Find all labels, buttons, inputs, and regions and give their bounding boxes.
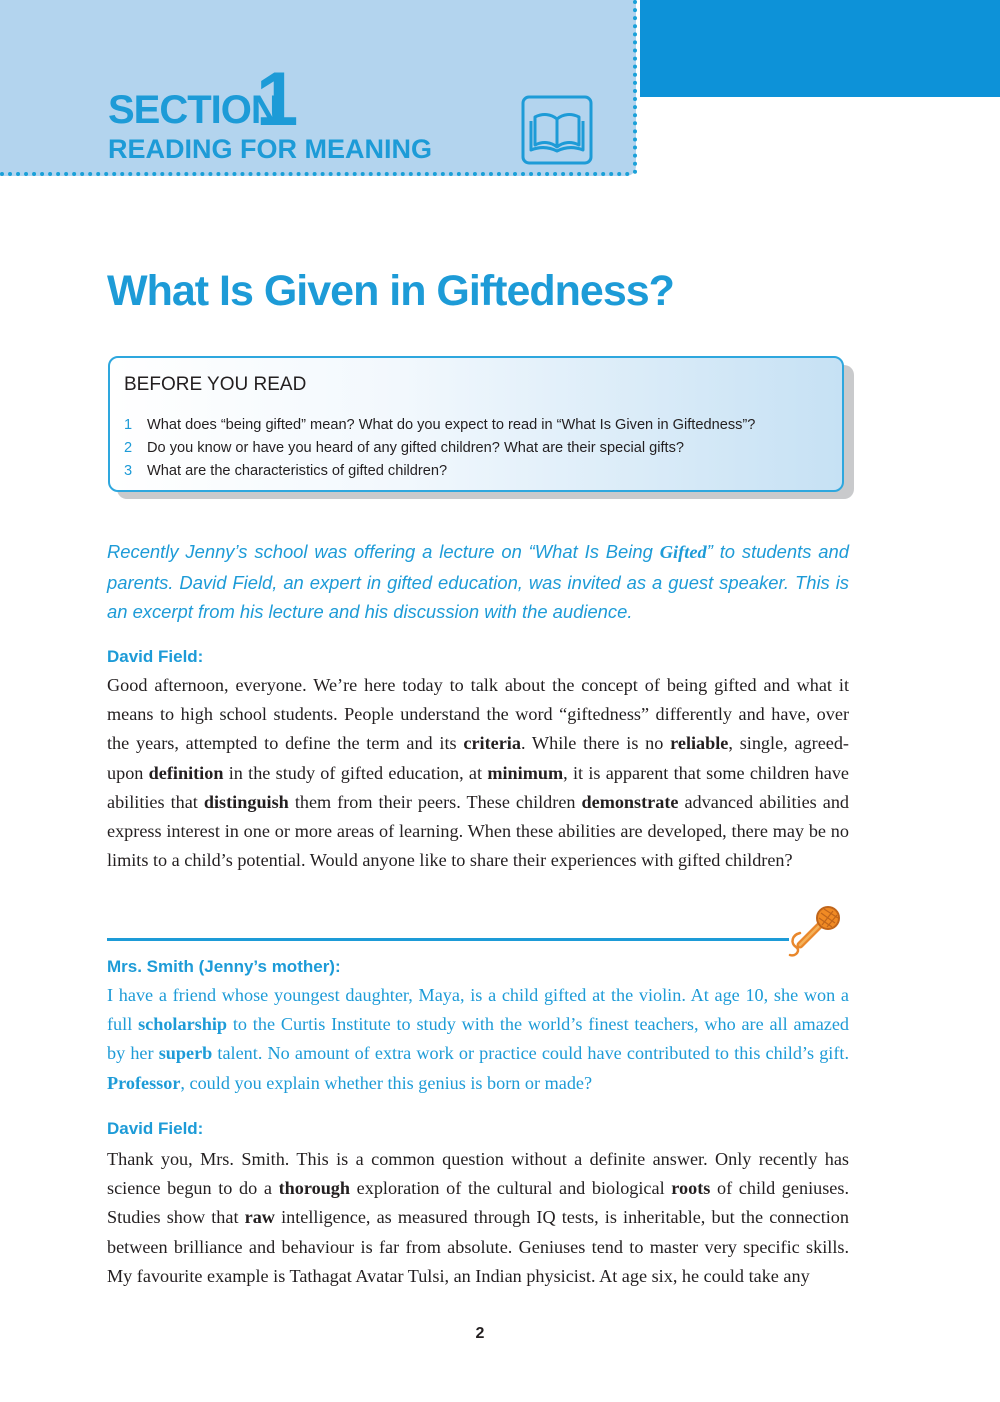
section-label: SECTION [108,88,279,132]
paragraph-text: I have a friend whose youngest daughter, Maya, is a child gifted at the violin. At age 10, she won a full [107,985,849,1035]
paragraph-text: exploration of the cultural and biological [350,1178,672,1199]
vocabulary-word: thorough [278,1178,351,1199]
vocabulary-word: definition [148,762,224,783]
intro-paragraph [107,537,849,627]
dialogue-paragraph [107,671,849,875]
section-number: 1 [256,57,299,142]
dotted-border-right [633,0,637,174]
intro-text: ” to students and parents. David Field, an expert in gifted education, was invited as a guest speaker. This is an excerpt from his lecture and his discussion with the audience. [107,541,849,622]
vocabulary-word: superb [158,1043,213,1064]
microphone-icon [786,905,848,959]
vocabulary-word: criteria [463,733,521,754]
open-book-icon [521,95,593,165]
header-accent-band [640,0,1000,97]
paragraph-text: Good afternoon, everyone. We’re here today to talk about the concept of being gifted and what it means to high school students. People understand the word “giftedness” differently and have, over the years, attempted to define the term and its [107,675,849,754]
paragraph-text: , could you explain whether this genius is born or made? [180,1072,593,1093]
vocabulary-word: scholarship [138,1014,228,1035]
dialogue-paragraph [107,981,849,1098]
question-text: What does “being gifted” mean? What do you expect to read in “What Is Given in Giftedness”? [147,417,756,433]
question-text: Do you know or have you heard of any gifted children? What are their special gifts? [147,440,685,456]
vocabulary-word: roots [671,1178,711,1199]
question-item [124,460,755,483]
paragraph-text: talent. No amount of extra work or practice could have contributed to this child’s gift. [212,1043,849,1064]
question-number: 2 [124,440,133,456]
vocabulary-word: reliable [670,733,729,754]
before-you-read-box [108,356,844,492]
speaker-label: David Field: [107,647,204,666]
vocabulary-word: raw [244,1207,275,1228]
question-item [124,414,755,437]
speaker-label: Mrs. Smith (Jenny’s mother): [107,957,341,976]
paragraph-text: advanced abilities and express interest in one or more areas of learning. When these abilities are developed, there may be no limits to a child’s potential. Would anyone like to share their experiences with gifted children? [107,791,850,871]
page-number: 2 [475,1325,485,1342]
question-number: 3 [124,463,133,479]
paragraph-text: them from their peers. These children [288,791,582,812]
page-title: What Is Given in Giftedness? [107,267,674,315]
paragraph-text: in the study of gifted education, at [223,762,488,783]
dialogue-paragraph [107,1145,849,1291]
paragraph-text: . While there is no [520,733,671,754]
paragraph-text: Thank you, Mrs. Smith. This is a common question without a definite answer. Only recently has science begun to do a [107,1149,849,1199]
before-you-read-heading: BEFORE YOU READ [124,374,307,395]
before-you-read-questions [124,414,755,483]
paragraph-text: , single, agreed-upon [107,733,849,783]
paragraph-text: , it is apparent that some children have abilities that [107,762,850,812]
speaker-label: David Field: [107,1119,204,1138]
paragraph-text: to the Curtis Institute to study with the world’s finest teachers, who are all amazed by her [107,1014,850,1064]
section-title: READING FOR MEANING [108,134,432,164]
intro-emphasis: Gifted [659,542,707,562]
vocabulary-word: demonstrate [581,791,679,812]
paragraph-text: intelligence, as measured through IQ tests, is inheritable, but the connection between brilliance and behaviour is far from absolute. Geniuses tend to master very specific skills. My favourite example is Tathagat Avatar Tulsi, an Indian physicist. At age six, he could take any [107,1207,849,1286]
intro-text: Recently Jenny’s school was offering a lecture on “What Is Being [107,541,660,562]
vocabulary-word: distinguish [203,791,289,812]
vocabulary-word: minimum [487,762,564,783]
question-item [124,437,755,460]
section-divider [107,938,789,941]
question-number: 1 [124,417,133,433]
dotted-border-bottom [0,172,630,176]
paragraph-text: of child geniuses. Studies show that [107,1178,849,1228]
question-text: What are the characteristics of gifted children? [147,463,448,479]
vocabulary-word: Professor [107,1072,181,1093]
